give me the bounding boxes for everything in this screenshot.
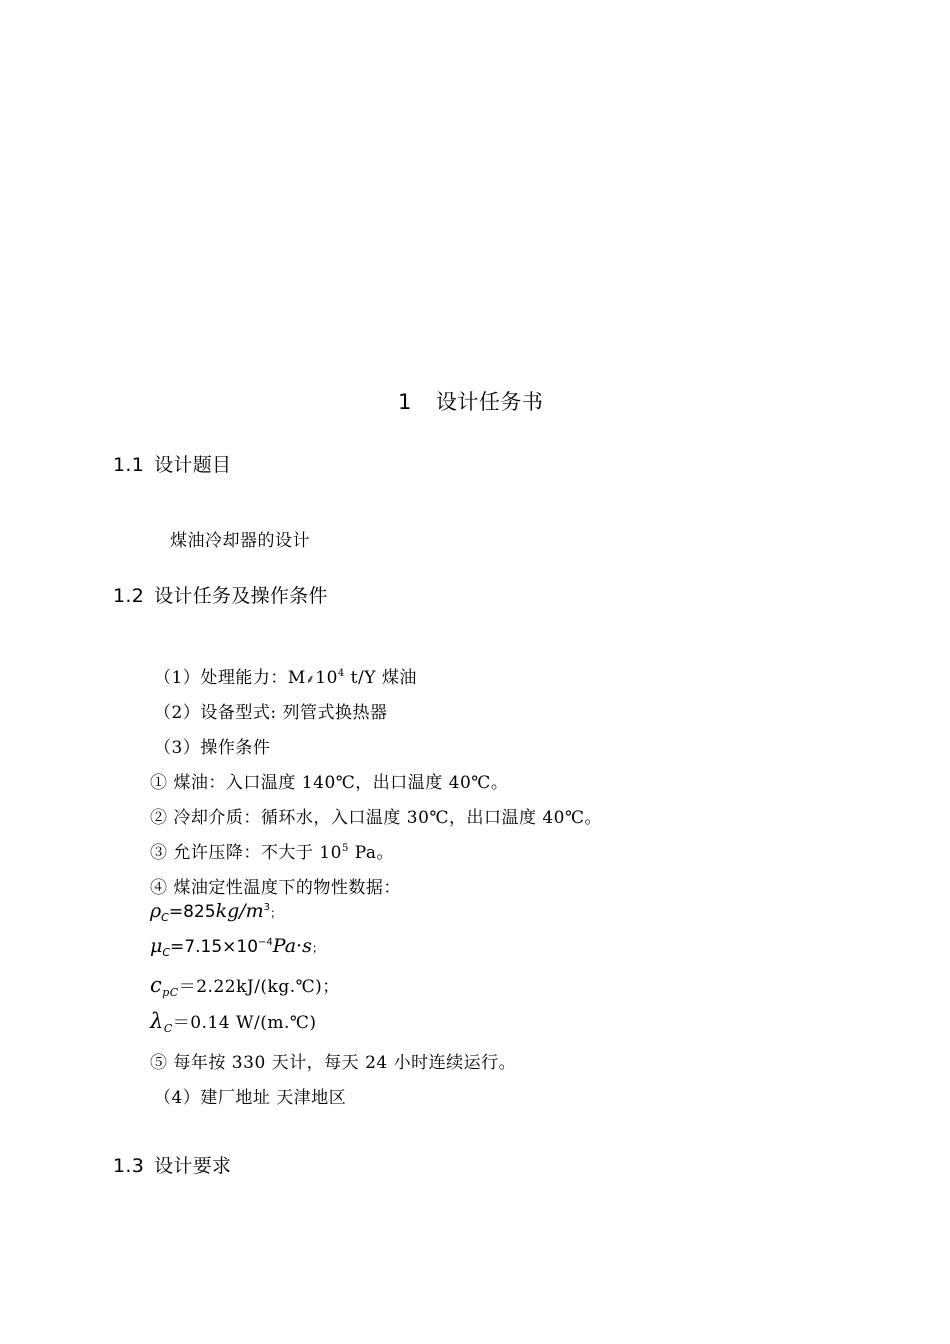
pressure-drop-prefix: ③ 允许压降：不大于 10 [150, 843, 342, 863]
section-title: 设计要求 [154, 1155, 232, 1177]
section-number: 1.2 [113, 585, 145, 607]
mu-unit: Pa·s [272, 935, 312, 957]
section-heading-1-2 [113, 581, 328, 608]
pressure-drop-suffix: Pa。 [348, 843, 395, 863]
viscosity-formula [150, 935, 324, 957]
chapter-title-text: 设计任务书 [435, 390, 544, 414]
unrendered-mark: ⸙ [305, 672, 316, 686]
heat-capacity-formula [150, 972, 340, 997]
rho-unit-exponent: 3 [263, 902, 271, 913]
mu-subscript: C [162, 946, 171, 959]
design-topic: 煤油冷却器的设计 [170, 531, 310, 551]
condition-pressure-drop [150, 838, 394, 863]
chapter-number: 1 [398, 390, 412, 414]
cp-symbol: c [150, 973, 163, 997]
cp-subscript: pC [162, 986, 179, 999]
section-number: 1.3 [113, 1155, 145, 1177]
condition-operation-time: ⑤ 每年按 330 天计，每天 24 小时连续运行。 [150, 1053, 517, 1073]
mu-end: ； [311, 941, 324, 955]
mu-symbol: μ [150, 935, 163, 957]
pressure-drop-exponent: 5 [341, 843, 349, 854]
condition-coolant: ② 冷却介质：循环水，入口温度 30℃，出口温度 40℃。 [150, 808, 603, 828]
lambda-symbol: λ [150, 1009, 164, 1033]
item-equipment-type: （2）设备型式: 列管式换热器 [154, 703, 388, 723]
item-capacity [154, 663, 417, 688]
density-formula [150, 900, 282, 922]
section-number: 1.1 [113, 454, 145, 476]
section-title: 设计题目 [154, 454, 232, 476]
cp-value: ＝2.22kJ/(kg.℃)； [178, 977, 340, 997]
section-heading-1-1 [113, 450, 231, 477]
item-capacity-suffix: t/Y 煤油 [344, 668, 417, 688]
section-heading-1-3 [113, 1151, 231, 1178]
item-capacity-base: 10 [315, 668, 338, 688]
rho-subscript: C [161, 911, 169, 924]
rho-value: =825 [168, 902, 216, 922]
mu-exponent: −4 [258, 937, 273, 948]
condition-properties: ④ 煤油定性温度下的物性数据： [150, 878, 401, 898]
chapter-title [398, 386, 543, 416]
rho-unit: kg/m [215, 900, 264, 922]
lambda-value: ＝0.14 W/(m.℃) [172, 1013, 317, 1033]
rho-symbol: ρ [150, 900, 162, 922]
section-title: 设计任务及操作条件 [154, 585, 328, 607]
thermal-conductivity-formula [150, 1008, 317, 1033]
item-operating-conditions: （3）操作条件 [154, 738, 271, 758]
item-plant-location: （4）建厂地址 天津地区 [154, 1088, 347, 1108]
condition-kerosene: ① 煤油：入口温度 140℃，出口温度 40℃。 [150, 773, 509, 793]
item-capacity-prefix: （1）处理能力：M [154, 668, 306, 688]
item-capacity-exponent: 4 [337, 668, 345, 679]
rho-end: ； [270, 906, 283, 920]
lambda-subscript: C [163, 1022, 173, 1035]
mu-value: =7.15×10 [170, 937, 259, 957]
